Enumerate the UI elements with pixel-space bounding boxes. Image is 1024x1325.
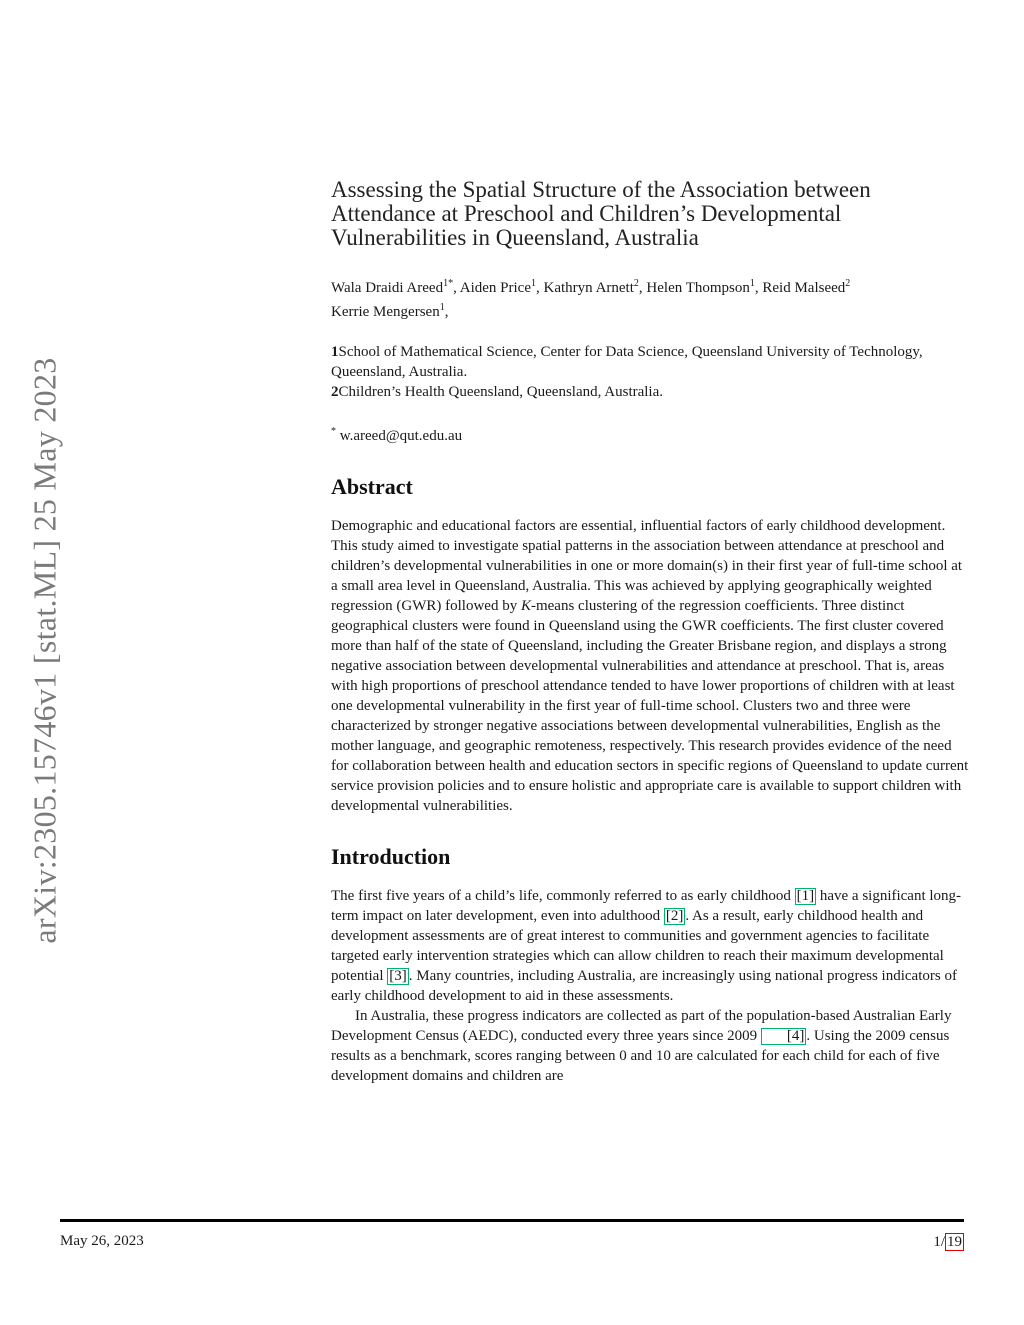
affiliation-list [331, 342, 971, 402]
footer-divider [60, 1219, 964, 1222]
affiliation-number: 1 [331, 344, 339, 360]
page-total-link[interactable]: 19 [947, 1234, 962, 1250]
affiliation-text: Children’s Health Queensland, Queensland, Australia. [338, 384, 664, 400]
introduction-paragraph: In Australia, these progress indicators are collected as part of the population-based Australian Early Development Census (AEDC), conducted every three years since 2009 [4] . Using the 2009 census results as a benchmark, scores ranging between 0 and 10 are calculated for each child for each of five development domains and children are [331, 1008, 952, 1084]
arxiv-identifier-text: arXiv:2305.15746v1 [stat.ML] 25 May 2023 [26, 356, 63, 944]
author-affiliation-mark: 1 [439, 302, 445, 313]
email-address[interactable]: w.areed@qut.edu.au [339, 428, 463, 444]
citation-link[interactable]: [3] [389, 968, 407, 984]
author-affiliation-mark: 1 [531, 278, 536, 289]
page-current: 1/ [933, 1234, 945, 1250]
corresponding-mark: * [331, 426, 336, 437]
author-list: Wala Draidi Areed$^{1*}$, Aiden Price$^1$, Kathryn Arnett$^2$, Helen Thompson$^1$, Reid Malseed$^2$ Kerrie Mengersen$^1$, [331, 278, 851, 320]
author-name: Kathryn Arnett [543, 280, 634, 296]
corresponding-email [331, 422, 971, 446]
affiliation-text: School of Mathematical Science, Center for Data Science, Queensland University of Technology, Queensland, Australia. [331, 344, 923, 380]
arxiv-identifier-stamp [20, 340, 70, 960]
introduction-heading: Introduction [331, 844, 451, 869]
author-affiliation-mark: 2 [633, 278, 639, 289]
author-name: Aiden Price [459, 280, 531, 296]
affiliation-item [331, 382, 971, 402]
author-affiliation-mark: 1* [443, 278, 454, 289]
citation-link[interactable]: [1] [796, 888, 815, 904]
affiliation-number: 2 [331, 384, 339, 400]
author-name: Kerrie Mengersen [331, 304, 440, 320]
footer-date: May 26, 2023 [60, 1233, 144, 1249]
paper-content [331, 178, 971, 1086]
paper-title: Assessing the Spatial Structure of the Association between Attendance at Preschool and Children’s Developmental Vulnerabilities in Queensland, Australia [331, 177, 871, 250]
abstract-text: Demographic and educational factors are essential, influential factors of early childhood development. This study aimed to investigate spatial patterns in the association between attendance at preschool and children’s developmental vulnerabilities in one or more domain(s) in their first year of full-time school at a small area level in Queensland, Australia. This was achieved by applying geographically weighted regression (GWR) followed by K-means clustering of the regression coefficients. Three distinct geographical clusters were found in Queensland using the GWR coefficients. The first cluster covered more than half of the state of Queensland, including the Greater Brisbane region, and displays a strong negative association between developmental vulnerabilities and attendance at preschool. That is, areas with high proportions of preschool attendance tended to have lower proportions of children with at least one developmental vulnerability in the first year of full-time school. Clusters two and three were characterized by stronger negative associations between developmental vulnerabilities, English as the mother language, and geographic remoteness, respectively. This research provides evidence of the need for collaboration between health and education sectors in specific regions of Queensland to update current service provision policies and to ensure holistic and appropriate care is available to support children with developmental vulnerabilities. [331, 518, 969, 814]
footer-page-number [933, 1233, 964, 1251]
citation-link[interactable]: [2] [665, 908, 684, 924]
affiliation-item [331, 342, 971, 382]
author-name: Reid Malseed [762, 280, 846, 296]
abstract-heading: Abstract [331, 474, 413, 499]
author-affiliation-mark: 1 [749, 278, 755, 289]
k-symbol: K [520, 598, 531, 614]
author-name: Wala Draidi Areed [331, 280, 444, 296]
introduction-paragraph: The first five years of a child’s life, commonly referred to as early childhood [1] have a significant long-term impact on later development, even into adulthood [2] . As a result, early childhood health and development assessments are of great interest to communities and government agencies to facilitate targeted early intervention strategies which can allow children to reach their maximum developmental potential [3] . Many countries, including Australia, are increasingly using national progress indicators of early childhood development to aid in these assessments. [331, 888, 962, 1004]
citation-link[interactable]: [4] [761, 1028, 807, 1045]
author-affiliation-mark: 2 [845, 278, 851, 289]
author-name: Helen Thompson [646, 280, 750, 296]
